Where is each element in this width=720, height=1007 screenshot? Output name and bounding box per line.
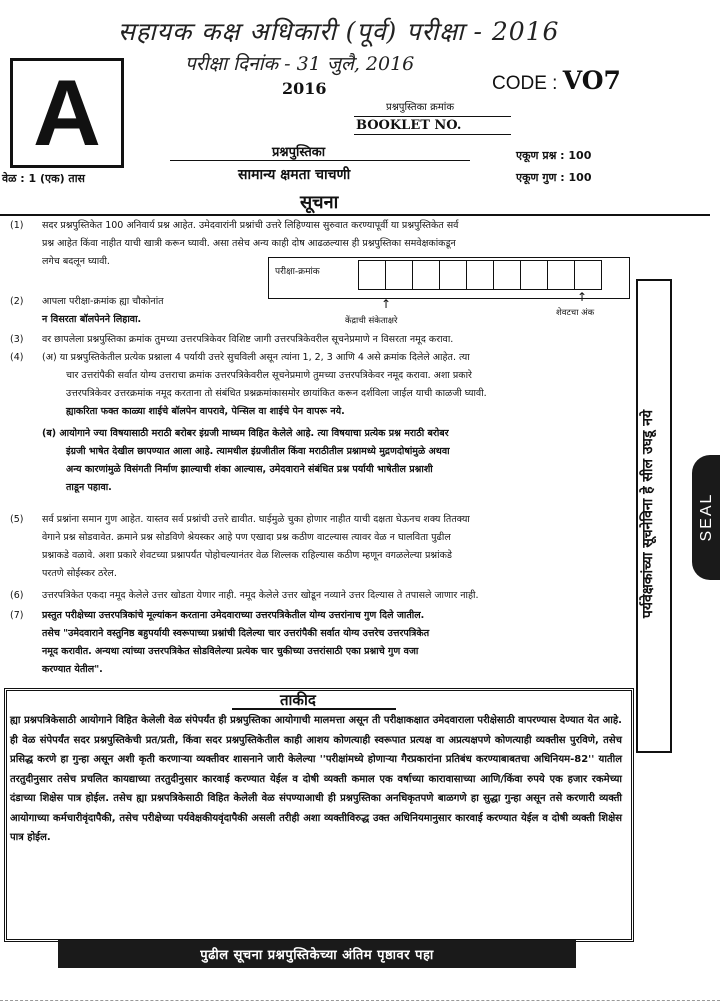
instruction-line: सदर प्रश्नपुस्तिकेत 100 अनिवार्य प्रश्न आहेत. उमेदवारांनी प्रश्नांची उत्तरे लिहिण्यास सुरुवात करण्यापूर्वी या प्रश्नपुस्तिकेत सर्व xyxy=(42,220,459,231)
code-label: CODE : xyxy=(492,73,558,94)
total-questions: एकूण प्रश्न : 100 xyxy=(516,149,592,162)
warning-body: ह्या प्रश्नपत्रिकेसाठी आयोगाने विहित केलेली वेळ संपेपर्यंत ही प्रश्नपुस्तिका आयोगाची मालमत्ता असून ती परीक्षाकक्षात उमेदवाराला परीक्षेसाठी वापरण्यास देण्यात येत आहे. ही वेळ संपेपर्यंत सदर प्रश्नपुस्तिकेची प्रत/प्रती, किंवा सदर प्रश्नपुस्तिकेतील काही आशय कोणत्याही स्वरूपात प्रत्यक्ष वा अप्रत्यक्षपणे कोणत्याही व्यक्तीस पुरविणे, तसेच प्रसिद्ध करणे हा गुन्हा असून अशी कृती करणाऱ्या व्यक्तीवर शासनाने जारी केलेल्या ''परीक्षांमध्ये होणाऱ्या गैरप्रकारांना प्रतिबंध करण्याबाबतचा अधिनियम-82'' यातील तरतुदीनुसार तसेच प्रचलित कायद्याच्या तरतुदीनुसार कारवाई करण्यात येईल व दोषी व्यक्ती कमाल एक वर्षाच्या कारावासाच्या आणि/किंवा रुपये एक हजार रकमेच्या दंडाच्या शिक्षेस पात्र होईल. तसेच ह्या प्रश्नपत्रिकेसाठी विहित केलेली वेळ संपण्याआधी ही प्रश्नपुस्तिका अनधिकृतपणे बाळगणे हा सुद्धा गुन्हा असून तसे करणारी व्यक्ती आयोगाच्या कर्मचारीवृंदापैकी, तसेच परीक्षेच्या पर्यवेक्षकीयवृंदापैकी असली तरीही अशा व्यक्तीविरुद्ध उक्त अधिनियमानुसार कारवाई करण्यात येईल व दोषी व्यक्ती शिक्षेस पात्र होईल. xyxy=(10,715,622,843)
instruction-line: प्रश्न आहेत किंवा नाहीत याची खात्री करून घ्यावी. असा तसेच अन्य काही दोष आढळल्यास ही प्रश्नपुस्तिका समवेक्षकांकडून xyxy=(42,238,456,249)
instructions-heading: सूचना xyxy=(300,192,339,213)
booklet-number-marathi: प्रश्नपुस्तिका क्रमांक xyxy=(386,102,454,113)
instruction-line: न विसरता बॉलपेनने लिहावा. xyxy=(42,314,142,325)
divider xyxy=(170,160,470,161)
booklet-number-label: BOOKLET NO. xyxy=(356,118,462,133)
instruction-line: नमूद करावीत. अन्यथा त्यांच्या उत्तरपत्रिकेत सोडविलेल्या प्रत्येक चार चुकीच्या उत्तरांसाठी एका प्रश्नाचे गुण वजा xyxy=(42,646,419,657)
warning-title: ताकीद xyxy=(280,691,316,709)
booklet-code xyxy=(492,66,621,95)
instruction-number: (7) xyxy=(10,610,24,621)
instruction-line: चार उत्तरांपैकी सर्वात योग्य उत्तराचा क्रमांक उत्तरपत्रिकेवरील सूचनेप्रमाणे तुमच्या उत्तरपत्रिकेवर नमूद करावा. अशा प्रकारे xyxy=(66,370,472,381)
booklet-title: प्रश्नपुस्तिका xyxy=(272,145,326,160)
instruction-line: प्रश्नाकडे वळावे. अशा प्रकारे शेवटच्या प्रश्नापर्यंत पोहोचल्यानंतर वेळ शिल्लक राहिल्यास कठीण म्हणून वगळलेल्या प्रश्नांकडे xyxy=(42,550,452,561)
instruction-line: वेगाने प्रश्न सोडवावेत. क्रमाने प्रश्न सोडविणे श्रेयस्कर आहे पण एखादा प्रश्न कठीण वाटल्यास त्यावर वेळ न घालविता पुढील xyxy=(42,532,451,543)
set-letter: A xyxy=(33,60,101,165)
set-letter-box xyxy=(10,58,124,168)
roll-cell[interactable] xyxy=(466,260,494,290)
instruction-line: प्रस्तुत परीक्षेच्या उत्तरपत्रिकांचे मूल्यांकन करताना उमेदवाराच्या उत्तरपत्रिकेतील योग्य उत्तरांनाच गुण दिले जातील. xyxy=(42,610,425,621)
total-marks: एकूण गुण : 100 xyxy=(516,171,592,184)
instruction-line: वर छापलेला प्रश्नपुस्तिका क्रमांक तुमच्या उत्तरपत्रिकेवर विशिष्ट जागी उत्तरपत्रिकेवरील सूचनेप्रमाणे न विसरता नमूद करावा. xyxy=(42,334,454,345)
instruction-number: (5) xyxy=(10,514,24,525)
roll-cell[interactable] xyxy=(385,260,413,290)
instruction-line: परतणे सोईस्कर ठरेल. xyxy=(42,568,117,579)
exam-year: 2016 xyxy=(282,79,327,98)
roll-cell[interactable] xyxy=(412,260,440,290)
instruction-line: आपला परीक्षा-क्रमांक ह्या चौकोनांत xyxy=(42,296,164,307)
footer-text: पुढील सूचना प्रश्नपुस्तिकेच्या अंतिम पृष्ठावर पहा xyxy=(200,948,434,963)
roll-number-cells[interactable] xyxy=(358,260,601,290)
instruction-line: ताडून पहावा. xyxy=(66,482,112,493)
time-allowed: वेळ : 1 (एक) तास xyxy=(2,172,85,185)
roll-cell[interactable] xyxy=(547,260,575,290)
roll-cell[interactable] xyxy=(574,260,602,290)
seal-label: SEAL xyxy=(698,492,715,542)
instruction-number: (6) xyxy=(10,590,24,601)
code-value: VO7 xyxy=(562,66,621,95)
roll-number-label: परीक्षा-क्रमांक xyxy=(275,267,320,277)
up-arrow-icon: ↑ xyxy=(577,290,588,304)
instruction-line: इंग्रजी भाषेत देखील छापण्यात आला आहे. त्यामधील इंग्रजीतील किंवा मराठीतील प्रश्नामध्ये मुद्रणदोषांमुळे अथवा xyxy=(66,446,450,457)
instruction-line: लगेच बदलून घ्यावी. xyxy=(42,256,110,267)
instruction-line: करण्यात येतील". xyxy=(42,664,103,675)
roll-cell[interactable] xyxy=(439,260,467,290)
instruction-line: उत्तरपत्रिकेत एकदा नमूद केलेले उत्तर खोडता येणार नाही. नमूद केलेले उत्तर खोडून नव्याने उत्तर दिल्यास ते तपासले जाणार नाही. xyxy=(42,590,479,601)
page-edge xyxy=(0,1000,720,1001)
handwritten-exam-date: परीक्षा दिनांक - 31 जुलै, 2016 xyxy=(185,53,415,75)
instruction-line: ह्याकरिता फक्त काळ्या शाईचे बॉलपेन वापरावे, पेन्सिल वा शाईचे पेन वापरू नये. xyxy=(66,406,345,417)
instruction-number: (4) xyxy=(10,352,24,363)
instruction-line: सर्व प्रश्नांना समान गुण आहेत. यास्तव सर्व प्रश्नांची उत्तरे द्यावीत. घाईमुळे चुका होणार नाहीत याची दक्षता घेऊनच शक्य तितक्या xyxy=(42,514,470,525)
instruction-line: (ब) आयोगाने ज्या विषयासाठी मराठी बरोबर इंग्रजी माध्यम विहित केलेले आहे. त्या विषयाचा प्रत्येक प्रश्न मराठी बरोबर xyxy=(42,428,449,439)
seal-tab[interactable] xyxy=(692,455,720,580)
roll-cell[interactable] xyxy=(520,260,548,290)
divider xyxy=(232,708,396,710)
instruction-line: तसेच "उमेदवाराने वस्तुनिष्ठ बहुपर्यायी स्वरूपाच्या प्रश्नांची दिलेल्या चार उत्तरांपैकी सर्वात योग्य उत्तरेच उत्तरपत्रिकेत xyxy=(42,628,430,639)
instruction-number: (2) xyxy=(10,296,24,307)
footer-banner xyxy=(58,940,576,968)
divider xyxy=(354,116,511,117)
roll-cell[interactable] xyxy=(493,260,521,290)
instruction-number: (1) xyxy=(10,220,24,231)
divider xyxy=(354,134,511,135)
instruction-line: उत्तरपत्रिकेवर उत्तरक्रमांक नमूद करताना तो संबंधित प्रश्नक्रमांकासमोर छायांकित करून दर्शविला जाईल याची काळजी घ्यावी. xyxy=(66,388,487,399)
seal-warning-text: पर्यवेक्षकांच्या सूचनेविना हे सील उघडू नये xyxy=(640,409,656,619)
up-arrow-icon: ↑ xyxy=(381,297,392,311)
centre-code-label: केंद्राची संकेताक्षरे xyxy=(345,316,398,326)
handwritten-exam-title: सहायक कक्ष अधिकारी (पूर्व) परीक्षा - 2016 xyxy=(118,17,560,46)
divider xyxy=(0,214,710,216)
instruction-line: (अ) या प्रश्नपुस्तिकेतील प्रत्येक प्रश्नाला 4 पर्यायी उत्तरे सुचविली असून त्यांना 1, 2, 3 आणि 4 असे क्रमांक दिलेले आहेत. त्या xyxy=(42,352,470,363)
last-digit-label: शेवटचा अंक xyxy=(556,308,595,318)
instruction-line: अन्य कारणांमुळे विसंगती निर्माण झाल्याची शंका आल्यास, उमेदवाराने संबंधित प्रश्न पर्यायी भाषेतील प्रश्नाशी xyxy=(66,464,433,475)
subject-title: सामान्य क्षमता चाचणी xyxy=(238,167,351,183)
roll-cell[interactable] xyxy=(358,260,386,290)
instruction-number: (3) xyxy=(10,334,24,345)
